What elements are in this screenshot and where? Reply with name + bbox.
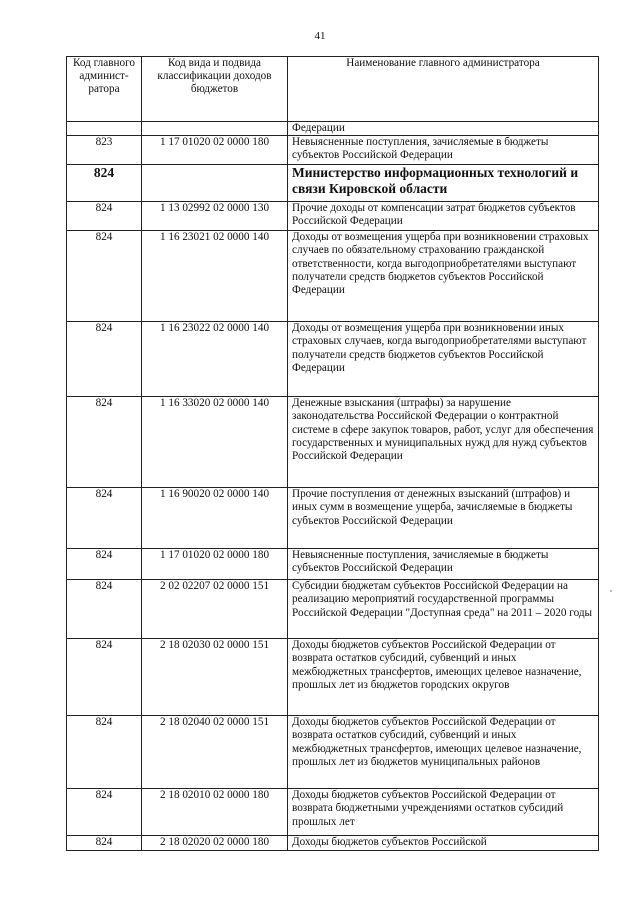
admin-code-cell: 824: [67, 716, 142, 789]
admin-name-cell: Доходы бюджетов субъектов Российской Федерации от возврата остатков субсидий, субвенций и иных межбюджетных трансфертов, имеющих целевое назначение, прошлых лет из бюджетов муниципальных районов: [288, 716, 599, 789]
classification-code-cell: 2 18 02020 02 0000 180: [142, 836, 288, 851]
table-row: [67, 836, 599, 851]
admin-name-cell: Невыясненные поступления, зачисляемые в бюджеты субъектов Российской Федерации: [288, 549, 599, 580]
table-row: [67, 716, 599, 789]
table-row: [67, 488, 599, 549]
table-row: [67, 136, 599, 165]
scan-speck: [610, 590, 612, 592]
classification-code-cell: 1 16 90020 02 0000 140: [142, 488, 288, 549]
classification-code-cell: 1 13 02992 02 0000 130: [142, 202, 288, 231]
page-number: 41: [314, 30, 326, 42]
table-header-row: [67, 57, 599, 122]
header-classification-code: Код вида и подвида классификации доходов бюджетов: [142, 57, 288, 122]
admin-code-cell: [67, 122, 142, 136]
classification-code-cell: 1 16 23022 02 0000 140: [142, 322, 288, 397]
classification-code-cell: 2 18 02040 02 0000 151: [142, 716, 288, 789]
table-row: [67, 397, 599, 488]
admin-name-cell: Федерации: [288, 122, 599, 136]
table-row: [67, 202, 599, 231]
classification-code-cell: [142, 165, 288, 202]
admin-name-cell: Прочие поступления от денежных взысканий (штрафов) и иных сумм в возмещение ущерба, зачисляемые в бюджеты субъектов Российской Федерации: [288, 488, 599, 549]
classification-code-cell: 2 18 02010 02 0000 180: [142, 789, 288, 836]
table-row: [67, 231, 599, 322]
table-row: [67, 122, 599, 136]
classification-code-cell: 1 16 23021 02 0000 140: [142, 231, 288, 322]
table-row: [67, 322, 599, 397]
classification-code-cell: 1 17 01020 02 0000 180: [142, 136, 288, 165]
header-admin-name: Наименование главного администратора: [288, 57, 599, 122]
header-admin-code: Код главного админист-ратора: [67, 57, 142, 122]
table-row: [67, 580, 599, 639]
table-row: [67, 549, 599, 580]
classification-code-cell: 2 02 02207 02 0000 151: [142, 580, 288, 639]
admin-name-cell: Субсидии бюджетам субъектов Российской Федерации на реализацию мероприятий государственной программы Российской Федерации "Доступная среда" на 2011 – 2020 годы: [288, 580, 599, 639]
admin-name-cell: Прочие доходы от компенсации затрат бюджетов субъектов Российской Федерации: [288, 202, 599, 231]
admin-code-cell: 824: [67, 322, 142, 397]
admin-code-cell: 823: [67, 136, 142, 165]
table-row: [67, 165, 599, 202]
table-body: [67, 122, 599, 851]
admin-code-cell: 824: [67, 488, 142, 549]
admin-name-cell: Доходы от возмещения ущерба при возникновении страховых случаев по обязательному страхованию гражданской ответственности, когда выгодоприобретателями выступают получатели средств бюджетов субъектов Российской Федерации: [288, 231, 599, 322]
table-row: [67, 789, 599, 836]
classification-code-cell: 1 17 01020 02 0000 180: [142, 549, 288, 580]
classification-code-cell: [142, 122, 288, 136]
admin-name-cell: Доходы от возмещения ущерба при возникновении иных страховых случаев, когда выгодоприобретателями выступают получатели средств бюджетов субъектов Российской Федерации: [288, 322, 599, 397]
admin-code-cell: 824: [67, 789, 142, 836]
admin-code-cell: 824: [67, 836, 142, 851]
admin-code-cell: 824: [67, 231, 142, 322]
table-row: [67, 639, 599, 716]
admin-code-cell: 824: [67, 202, 142, 231]
admin-code-cell: 824: [67, 397, 142, 488]
admin-code-cell: 824: [67, 165, 142, 202]
revenue-admin-table: [66, 56, 599, 851]
admin-code-cell: 824: [67, 580, 142, 639]
admin-name-cell: Невыясненные поступления, зачисляемые в бюджеты субъектов Российской Федерации: [288, 136, 599, 165]
admin-code-cell: 824: [67, 549, 142, 580]
classification-code-cell: 1 16 33020 02 0000 140: [142, 397, 288, 488]
admin-name-cell: Доходы бюджетов субъектов Российской Федерации от возврата остатков субсидий, субвенций и иных межбюджетных трансфертов, имеющих целевое назначение, прошлых лет из бюджетов городских округов: [288, 639, 599, 716]
admin-name-cell: Министерство информационных технологий и связи Кировской области: [288, 165, 599, 202]
admin-name-cell: Доходы бюджетов субъектов Российской Федерации от возврата бюджетными учреждениями остатков субсидий прошлых лет: [288, 789, 599, 836]
admin-name-cell: Денежные взыскания (штрафы) за нарушение законодательства Российской Федерации о контрактной системе в сфере закупок товаров, работ, услуг для обеспечения государственных и муниципальных нужд для нужд субъектов Российской Федерации: [288, 397, 599, 488]
classification-code-cell: 2 18 02030 02 0000 151: [142, 639, 288, 716]
admin-name-cell: Доходы бюджетов субъектов Российской: [288, 836, 599, 851]
admin-code-cell: 824: [67, 639, 142, 716]
